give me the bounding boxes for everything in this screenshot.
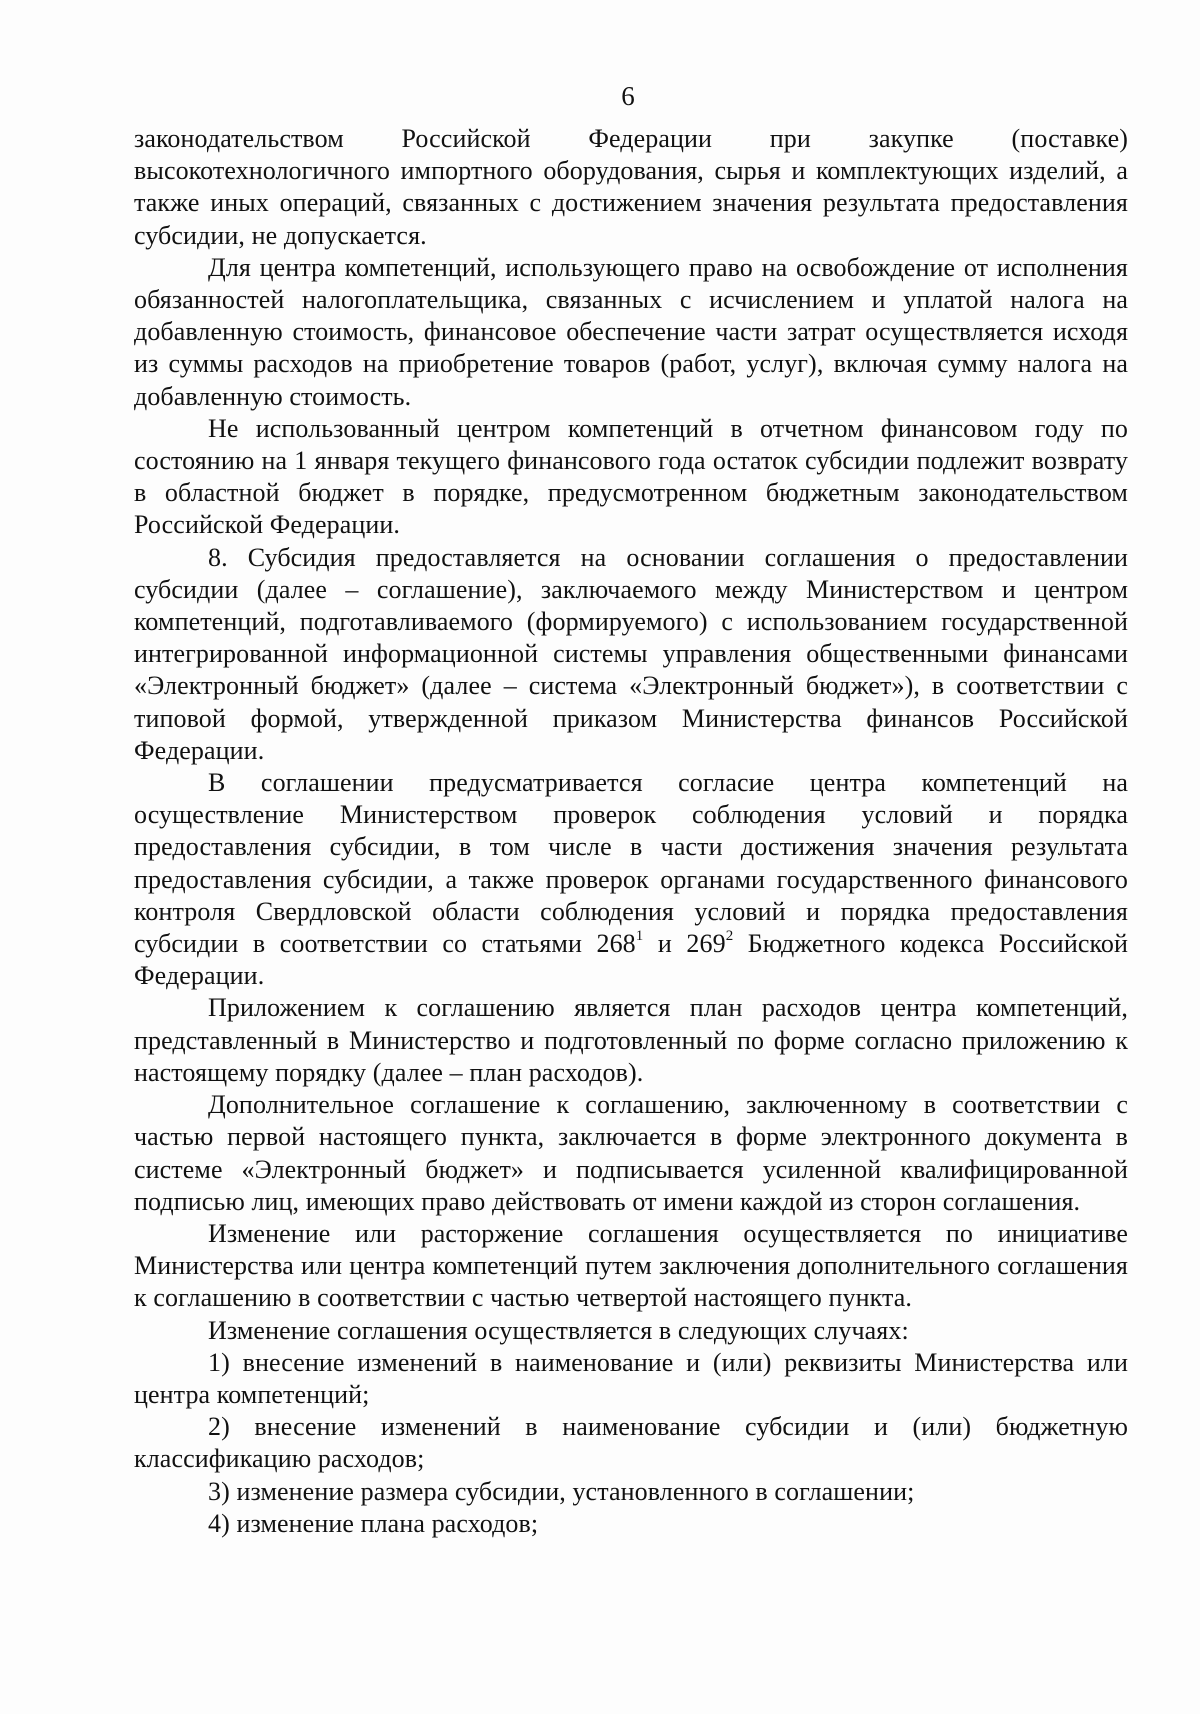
paragraph-continuation: законодательством Российской Федерации при закупке (поставке) высокотехнологичного импортного оборудования, сырья и комплектующих изделий, а также иных операций, связанных с достижением значения результата предоставления субсидии, не допускается. bbox=[134, 124, 1128, 250]
list-item-3: 3) изменение размера субсидии, установленного в соглашении; bbox=[208, 1476, 915, 1506]
paragraph-unused-balance: Не использованный центром компетенций в отчетном финансовом году по состоянию на 1 января текущего финансового года остаток субсидии подлежит возврату в областной бюджет в порядке, предусмотренном бюджетным законодательством Российской Федерации. bbox=[134, 413, 1128, 540]
conjunction-and: и bbox=[643, 929, 687, 959]
paragraph-expense-plan: Приложением к соглашению является план расходов центра компетенций, представленный в Министерство и подготовленный по форме согласно приложению к настоящему порядку (далее – план расходов). bbox=[134, 993, 1128, 1087]
page-number: 6 bbox=[621, 81, 635, 111]
article-268: 268 bbox=[596, 929, 636, 959]
document-body bbox=[134, 123, 1128, 1540]
article-269: 269 bbox=[686, 929, 726, 959]
paragraph-vat-exemption: Для центра компетенций, использующего право на освобождение от исполнения обязанностей налогоплательщика, связанных с исчислением и уплатой налога на добавленную стоимость, финансовое обеспечение части затрат осуществляется исходя из суммы расходов на приобретение товаров (работ, услуг), включая сумму налога на добавленную стоимость. bbox=[134, 252, 1128, 411]
paragraph-additional-agreement: Дополнительное соглашение к соглашению, заключенному в соответствии с частью первой настоящего пункта, заключается в форме электронного документа в системе «Электронный бюджет» и подписывается усиленной квалифицированной подписью лиц, имеющих право действовать от имени каждой из сторон соглашения. bbox=[134, 1090, 1128, 1216]
list-item-2: 2) внесение изменений в наименование субсидии и (или) бюджетную классификацию расходов; bbox=[134, 1412, 1128, 1474]
article-268-superscript: 1 bbox=[635, 928, 644, 945]
consent-text-after: Бюджетного кодекса Российской Федерации. bbox=[134, 929, 1129, 991]
paragraph-change-cases: Изменение соглашения осуществляется в следующих случаях: bbox=[208, 1315, 909, 1345]
paragraph-change-termination: Изменение или расторжение соглашения осуществляется по инициативе Министерства или центра компетенций путем заключения дополнительного соглашения к соглашению в соответствии с частью четвертой настоящего пункта. bbox=[134, 1218, 1128, 1313]
consent-text-before: В соглашении предусматривается согласие центра компетенций на осуществление Министерством проверок соблюдения условий и порядка предоставления субсидии, в том числе в части достижения значения результата предоставления субсидии, а также проверок органами государственного финансового контроля Свердловской области соблюдения условий и порядка предоставления субсидии в соответствии со статьями bbox=[134, 768, 1128, 959]
list-item-1: 1) внесение изменений в наименование и (или) реквизиты Министерства или центра компетенций; bbox=[134, 1347, 1128, 1409]
article-269-superscript: 2 bbox=[725, 928, 734, 945]
list-item-4: 4) изменение плана расходов; bbox=[208, 1508, 539, 1538]
paragraph-item-8: 8. Субсидия предоставляется на основании соглашения о предоставлении субсидии (далее – соглашение), заключаемого между Министерством и центром компетенций, подготавливаемого (формируемого) с использованием государственной интегрированной информационной системы управления общественными финансами «Электронный бюджет» (далее – система «Электронный бюджет»), в соответствии с типовой формой, утвержденной приказом Министерства финансов Российской Федерации. bbox=[134, 542, 1128, 765]
paragraph-agreement-consent bbox=[134, 767, 1128, 992]
